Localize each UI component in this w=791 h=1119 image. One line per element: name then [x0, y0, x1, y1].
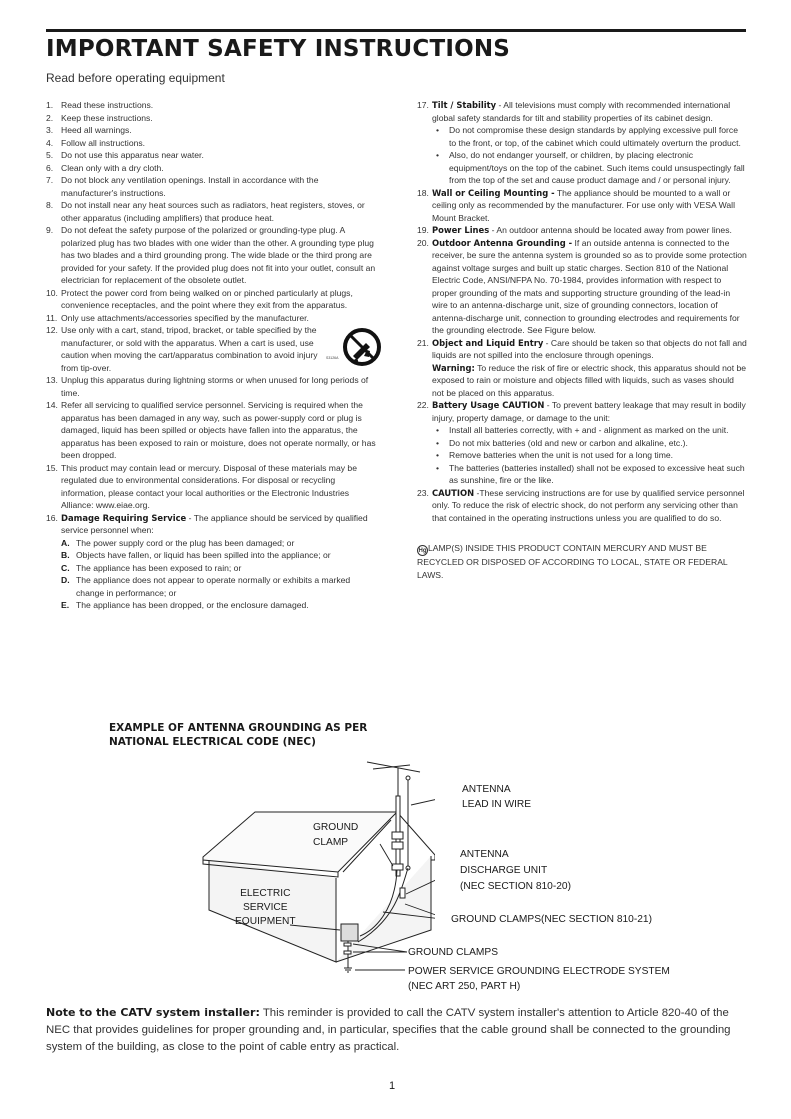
- sub-item: E. The appliance has been dropped, or the enclosure damaged.: [61, 600, 309, 610]
- warning-label: Warning:: [432, 362, 475, 373]
- page-number: 1: [389, 1080, 396, 1092]
- list-item: 22. Battery Usage CAUTION - To prevent battery leakage that may result in bodily injury, property damage, or damage to the unit: • Install all batteries correctly, with + and - alignment as marked on the unit. • Do not mix batteries (old and new or carbon and alkaline, etc.). • Remove batteries when the unit is not used for a long time. • The batteries (batteries installed) shall not be exposed to excessive heat such as sunshine, fire or the like.: [417, 400, 746, 485]
- mercury-notice: Hg LAMP(S) INSIDE THIS PRODUCT CONTAIN MERCURY AND MUST BE RECYCLED OR DISPOSED OF ACCORDING TO LOCAL, STATE OR FEDERAL LAWS.: [417, 543, 728, 580]
- left-column: [46, 99, 376, 612]
- list-item: 15. This product may contain lead or mercury. Disposal of these materials may be regulated due to environmental considerations. For disposal or recycling information, please contact your local authorities or the Electronic Industries Alliance: www.eiae.org.: [46, 462, 357, 510]
- list-item: 7. Do not block any ventilation openings. Install in accordance with the manufacturer's instructions.: [46, 175, 319, 198]
- list-item: 3. Heed all warnings.: [46, 125, 132, 135]
- list-item: 1. Read these instructions.: [46, 100, 154, 110]
- cart-tip-over-warning-icon: [342, 326, 382, 368]
- cart-warning-code: S3126A: [326, 356, 339, 360]
- list-item: S3126A 13. Unplug this apparatus during lightning storms or when unused for long periods of time.: [46, 374, 376, 399]
- list-item: 20. Outdoor Antenna Grounding - If an outside antenna is connected to the receiver, be sure the antenna system is grounded so as to provide some protection against voltage surges and built up static charges. Section 810 of the National Electric Code, ANSI/NFPA No. 70-1984, provides information with respect to proper grounding of the mats and supporting structure grounding of the lead-in wire to an antenna-discharge unit, size of grounding connectors, location of antenna-discharge unit, connection to grounding electrodes and requirements for the grounding electrode. See Figure below.: [417, 237, 747, 335]
- list-item: 14. Refer all servicing to qualified service personnel. Servicing is required when the apparatus has been damaged in any way, such as power-supply cord or plug is damaged, liquid has been spilled or objects have fallen into the apparatus, the apparatus has been exposed to rain or moisture, does not operate normally, or has been dropped.: [46, 400, 376, 460]
- page-subtitle: Read before operating equipment: [46, 71, 225, 85]
- list-item: 6. Clean only with a dry cloth.: [46, 162, 164, 173]
- label-ground-clamps: GROUND CLAMPS: [408, 947, 499, 958]
- sub-item: C. The appliance has been exposed to rain; or: [61, 562, 242, 573]
- list-item: 12. Use only with a cart, stand, tripod, bracket, or table specified by the manufacturer, or sold with the apparatus. When a cart is used, use caution when moving the cart/apparatus combination to avoid injury from tip-over.: [46, 325, 318, 373]
- bullet-item: • Install all batteries correctly, with + and - alignment as marked on the unit.: [436, 425, 729, 435]
- list-item: 21. Object and Liquid Entry - Care should be taken so that objects do not fall and liquids are not spilled into the enclosure through openings. Warning: To reduce the risk of fire or electric shock, this apparatus should not be exposed to rain or moisture and objects filled with liquids, such as vases should not be placed on this apparatus.: [417, 337, 747, 398]
- page-title: IMPORTANT SAFETY INSTRUCTIONS: [46, 36, 511, 62]
- label-ground-clamps-nec: GROUND CLAMPS(NEC SECTION 810-21): [451, 914, 652, 925]
- bullet-list: [432, 424, 747, 487]
- list-item: 8. Do not install near any heat sources such as radiators, heat registers, stoves, or other apparatus (including amplifiers) that produce heat.: [46, 200, 365, 223]
- list-item: 11. Only use attachments/accessories specified by the manufacturer.: [46, 312, 309, 323]
- list-item: 23. CAUTION -These servicing instructions are for use by qualified service personnel only. To reduce the risk of electric shock, do not perform any servicing other than that contained in the operating instructions unless you are qualified to do so.: [417, 487, 745, 523]
- label-electric-service-equipment: ELECTRIC SERVICE EQUIPMENT: [235, 888, 296, 927]
- antenna-grounding-diagram: [195, 760, 435, 985]
- right-column: [417, 99, 747, 582]
- list-item: 19. Power Lines - An outdoor antenna should be located away from power lines.: [417, 225, 732, 235]
- list-item: 10. Protect the power cord from being walked on or pinched particularly at plugs, convenience receptacles, and the point where they exit from the apparatus.: [46, 287, 353, 310]
- bullet-list: [432, 124, 747, 187]
- list-item: 2. Keep these instructions.: [46, 112, 153, 123]
- bullet-item: • The batteries (batteries installed) shall not be exposed to excessive heat such as sunshine, fire or the like.: [436, 462, 745, 485]
- list-item: 17. Tilt / Stability - All televisions must comply with recommended international global safety standards for tilt and stability properties of its cabinet design. • Do not compromise these design standards by applying excessive pull force to the front, or top, of the cabinet which could ultimately overturn the product. • Also, do not endanger yourself, or children, by placing electronic equipment/toys on the top of the cabinet. Such items could unsuspectingly fall from the top of the set and cause product damage and / or personal injury.: [417, 99, 747, 187]
- label-ground-clamp: GROUND CLAMP: [313, 822, 359, 848]
- bullet-item: • Do not compromise these design standards by applying excessive pull force to the front, or top, of the cabinet which could ultimately overturn the product.: [436, 125, 741, 148]
- sub-item: D. The appliance does not appear to operate normally or exhibits a marked change in performance; or: [61, 575, 351, 598]
- mercury-hg-icon: Hg: [417, 545, 428, 556]
- label-antenna-lead-in-wire: ANTENNA LEAD IN WIRE: [462, 784, 532, 810]
- header-rule: [46, 29, 746, 32]
- label-antenna-discharge-unit: ANTENNA DISCHARGE UNIT (NEC SECTION 810-20): [460, 849, 571, 892]
- list-item: 16. Damage Requiring Service - The appliance should be serviced by qualified service personnel when: A. The power supply cord or the plug has been damaged; or B. Objects have fallen, or liquid has been spilled into the appliance; or C. The appliance has been exposed to rain; or D. The appliance does not appear to operate normally or exhibits a marked change in performance; or E. The appliance has been dropped, or the enclosure damaged.: [46, 512, 376, 612]
- bullet-item: • Remove batteries when the unit is not used for a long time.: [436, 450, 674, 460]
- sub-item: A. The power supply cord or the plug has been damaged; or: [61, 537, 295, 548]
- catv-installer-note: Note to the CATV system installer: This reminder is provided to call the CATV system installer's attention to Article 820-40 of the NEC that provides guidelines for proper grounding and, in particular, specifies that the cable ground shall be connected to the grounding system of the building, as close to the point of cable entry as practical.: [46, 1006, 731, 1053]
- list-item: 9. Do not defeat the safety purpose of the polarized or grounding-type plug. A polarized plug has two blades with one wider than the other. A grounding type plug has two blades and a third grounding prong. The wide blade or the third prong are provided for your safety. If the provided plug does not fit into your outlet, consult an electrician for replacement of the obsolete outlet.: [46, 225, 376, 285]
- list-item: 4. Follow all instructions.: [46, 137, 146, 148]
- diagram-title: EXAMPLE OF ANTENNA GROUNDING AS PER NATIONAL ELECTRICAL CODE (NEC): [109, 722, 368, 748]
- list-item: 5. Do not use this apparatus near water.: [46, 150, 204, 160]
- bullet-item: • Do not mix batteries (old and new or carbon and alkaline, etc.).: [436, 437, 688, 448]
- sub-item: B. Objects have fallen, or liquid has been spilled into the appliance; or: [61, 550, 331, 560]
- list-item: 18. Wall or Ceiling Mounting - The appliance should be mounted to a wall or ceiling only as recommended by the manufacturer. For use only with VESA Wall Mount Bracket.: [417, 187, 735, 223]
- label-power-service-grounding: POWER SERVICE GROUNDING ELECTRODE SYSTEM (NEC ART 250, PART H): [408, 966, 670, 992]
- bullet-item: • Also, do not endanger yourself, or children, by placing electronic equipment/toys on the top of the cabinet. Such items could unsuspectingly fall from the top of the set and cause product damage and / or personal injury.: [436, 150, 745, 185]
- sub-list: [61, 537, 376, 612]
